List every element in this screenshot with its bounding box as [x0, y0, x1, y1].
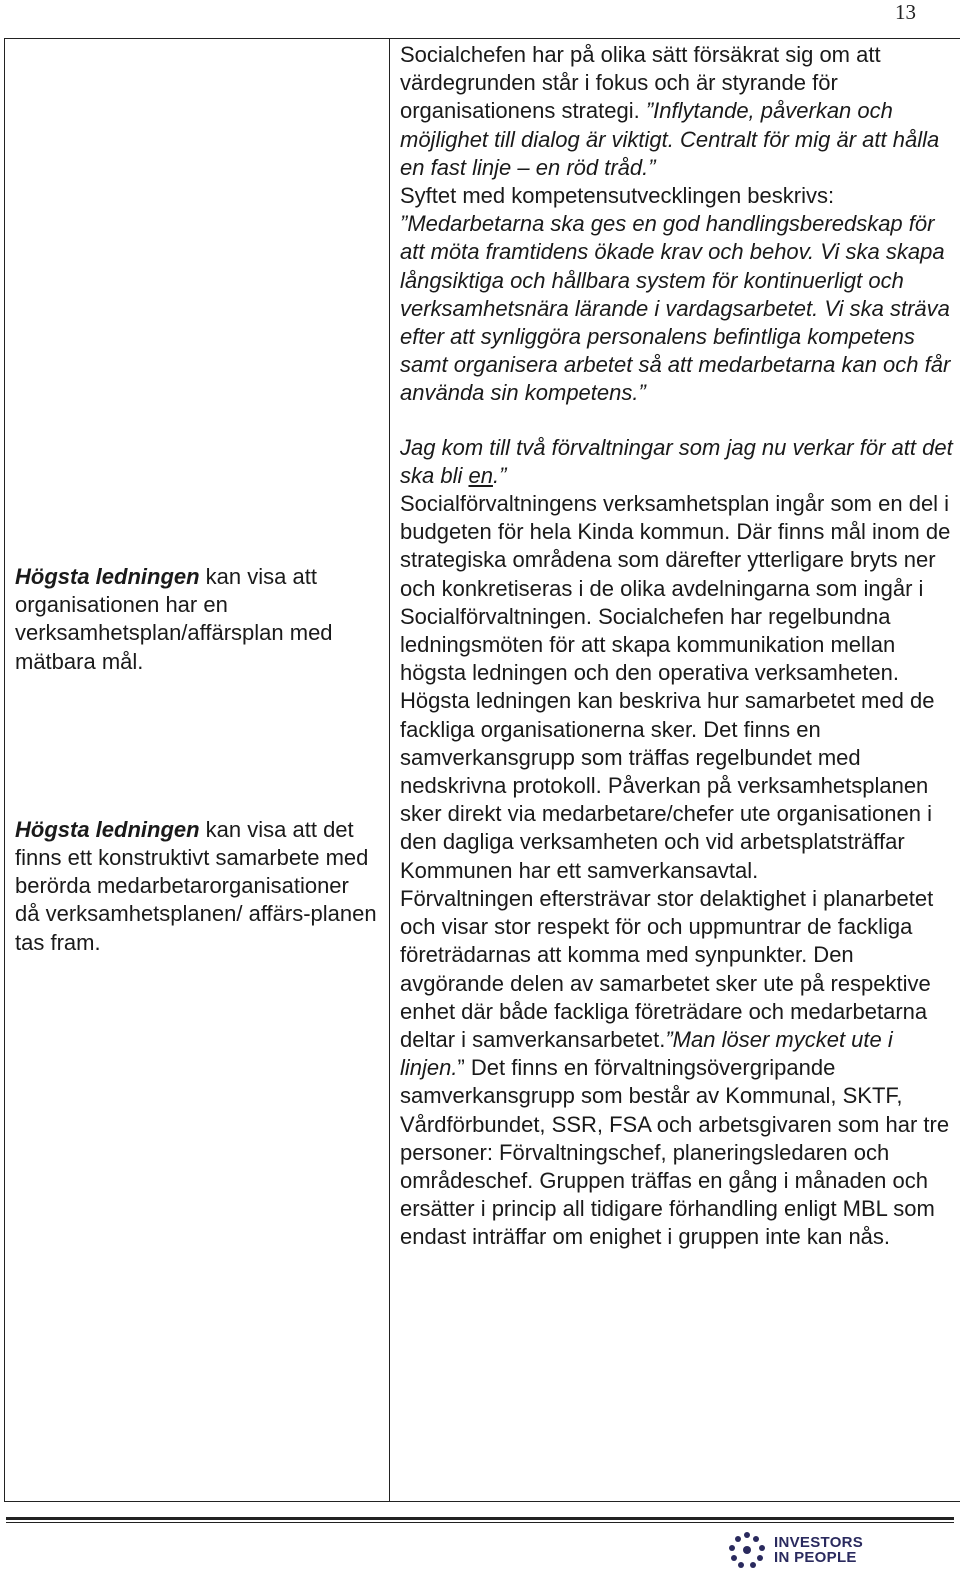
evidence-paragraph-2	[400, 182, 960, 408]
page-number: 13	[895, 0, 916, 24]
criteria-column	[5, 39, 390, 1502]
criterion-samarbete	[15, 816, 379, 957]
evidence-quote: ”Medarbetarna ska ges en god handlingsberedskap för att möta framtidens ökade krav och behov. Vi ska skapa långsiktiga och hållbara system för kontinuerligt och verksamhetsnära lärande i vardagsarbetet. Vi ska sträva efter att synliggöra personalens befintliga kompetens samt organisera arbetet så att medarbetarna kan och får använda sin kompetens.”	[400, 211, 951, 406]
investors-in-people-logo	[726, 1528, 876, 1572]
criterion-text: kan visa att det finns ett konstruktivt samarbete med berörda medarbetarorganisationer då verksamhetsplanen/ affärs-planen tas fram.	[15, 816, 377, 955]
evidence-text: Syftet med kompetensutvecklingen beskrivs:	[400, 183, 835, 209]
left-spacer	[15, 41, 379, 563]
evidence-quote: Jag kom till två förvaltningar som jag nu verkar för att det ska bli	[400, 434, 953, 488]
logo-wordmark	[774, 1535, 863, 1565]
criterion-verksamhetsplan	[15, 563, 379, 676]
evidence-text: Socialchefen har på olika sätt försäkrat sig om att värdegrunden står i fokus och är styrande för organisationens strategi.	[400, 42, 881, 124]
footer-rule	[6, 1517, 954, 1520]
evidence-quote: .”	[492, 462, 507, 488]
evidence-text: Förvaltningen eftersträvar stor delaktighet i planarbetet och visar stor respekt för och uppmuntrar de fackliga företrädarnas att komma med synpunkter. Den avgörande delen av samarbetet sker ute på respektive enhet där både fackliga företrädare och medarbetarna deltar i samverkansarbetet.	[400, 885, 934, 1052]
evidence-paragraph-5: Högsta ledningen kan beskriva hur samarbetet med de fackliga organisationerna sker. Det finns en samverkansgrupp som träffas regelbundet med nedskrivna protokoll. Påverkan på verksamhetsplanen sker direkt via medarbetare/chefer ute organisationen i den dagliga verksamheten och vid arbetsplatsträffar Kommunen har ett samverkansavtal.	[400, 688, 935, 883]
logo-line-1: INVESTORS	[774, 1534, 864, 1551]
criterion-subject: Högsta ledningen	[15, 816, 200, 842]
evidence-paragraph-6	[400, 885, 960, 1252]
investors-in-people-logo-icon	[726, 1530, 768, 1570]
evidence-paragraph-3	[400, 434, 960, 490]
criterion-text: kan visa att organisationen har en verksamhetsplan/affärsplan med mätbara mål.	[15, 564, 333, 674]
footer-rule	[6, 1522, 954, 1523]
evidence-quote: ”Man löser mycket ute i linjen.	[400, 1026, 893, 1081]
evidence-paragraph-4: Socialförvaltningens verksamhetsplan ingår som en del i budgeten för hela Kinda kommun. Där finns mål inom de strategiska områdena som därefter ytterligare bryts ner och konkretiseras i de olika avdelningarna som ingår i Socialförvaltningen. Socialchefen har regelbundna ledningsmöten för att skapa kommunikation mellan högsta ledningen och den operativa verksamheten.	[400, 491, 951, 686]
evidence-column	[390, 39, 960, 1502]
assessment-table	[4, 38, 960, 1502]
left-spacer	[15, 676, 379, 816]
paragraph-gap	[400, 408, 960, 434]
evidence-text: ” Det finns en förvaltningsövergripande samverkansgrupp som består av Kommunal, SKTF, Vårdförbundet, SSR, FSA och arbetsgivaren som har tre personer: Förvaltningschef, planeringsledaren och områdeschef. Gruppen träffas en gång i månaden och ersätter i princip all tidigare förhandling enligt MBL som endast inträffar om enighet i gruppen inte kan nås.	[400, 1055, 950, 1250]
table-row	[5, 39, 960, 1502]
evidence-paragraph-1	[400, 41, 960, 182]
evidence-quote-underlined: en	[468, 462, 493, 488]
logo-line-2: IN PEOPLE	[774, 1549, 857, 1566]
evidence-quote: ”Inflytande, påverkan och möjlighet till dialog är viktigt. Centralt för mig är att hålla en fast linje – en röd tråd.”	[400, 98, 940, 180]
criterion-subject: Högsta ledningen	[15, 564, 200, 589]
